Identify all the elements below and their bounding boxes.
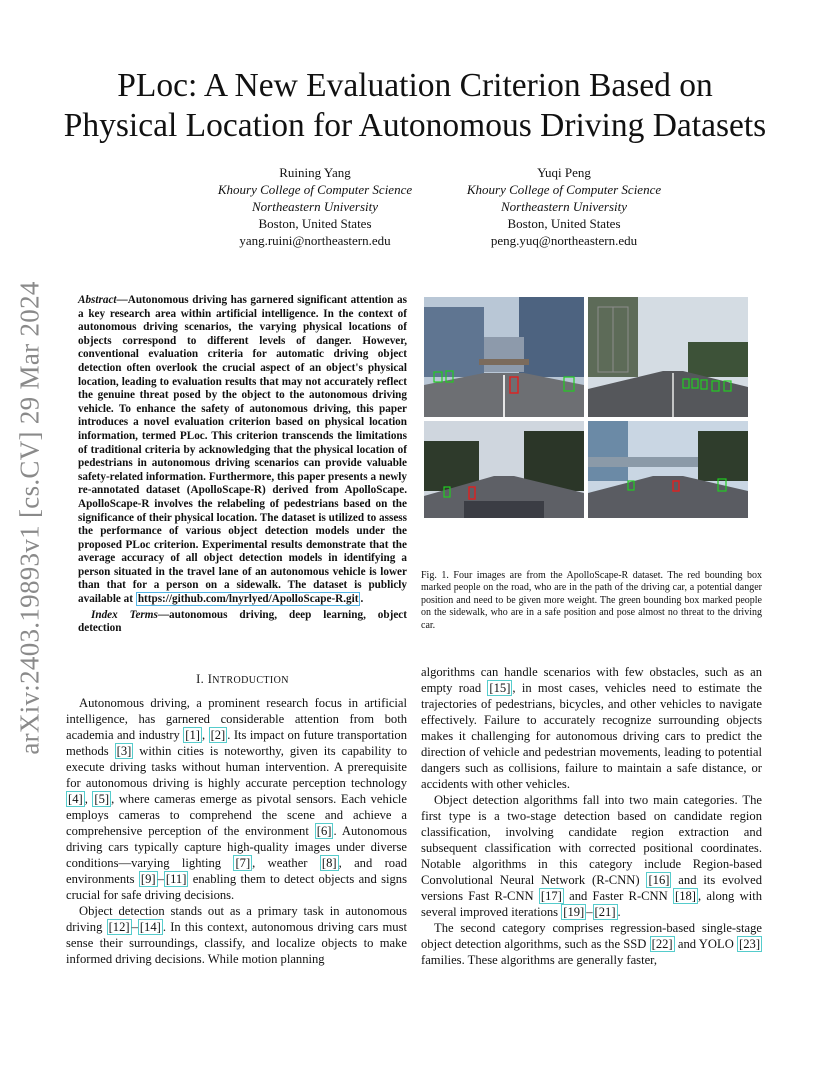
citation-link[interactable]: [14] [139, 920, 161, 934]
citation-link[interactable]: [7] [235, 856, 251, 870]
arxiv-stamp: arXiv:2403.19893v1 [cs.CV] 29 Mar 2024 [14, 281, 45, 755]
left-column-body [66, 695, 407, 967]
paragraph: Autonomous driving, a prominent research focus in artificial intelligence, has garnered considerable attention from both academia and industry [1] , [2] . Its impact on future transportation methods [3] within cities is noteworthy, given its capability to execute driving tasks without human intervention. A prerequisite for autonomous driving is highly accurate perception technology [4] , [5] , where cameras emerge as pivotal sensors. Each vehicle employs cameras to comprehend the scene and achieve a comprehensive perception of the environment [6] . Autonomous driving cars typically capture high-quality images under diverse conditions—varying lighting [7] , weather [8] , and road environments [9] – [11] enabling them to detect objects and signs crucial for safe driving decisions. [66, 696, 408, 902]
citation-link[interactable]: [15] [489, 681, 511, 695]
paper-title: PLoc: A New Evaluation Criterion Based on Physical Location for Autonomous Driving Datasets [63, 67, 767, 144]
author-affiliation: Khoury College of Computer Science [217, 182, 413, 197]
citation-link[interactable]: [2] [210, 728, 226, 742]
paragraph: Object detection stands out as a primary task in autonomous driving [12] – [14] . In this context, autonomous driving cars must sense their surroundings, classify, and localize objects to make informed driving decisions. While motion planning [66, 904, 407, 966]
section-heading: I. INTRODUCTION [196, 672, 289, 686]
paragraph: The second category comprises regression-based single-stage object detection algorithms, such as the SSD [22] and YOLO [23] families. These algorithms are generally faster, [421, 921, 762, 967]
author-city: Boston, United States [258, 216, 372, 231]
citation-link[interactable]: [17] [540, 889, 562, 903]
paragraph: algorithms can handle scenarios with few obstacles, such as an empty road [15] , in most cases, vehicles need to estimate the trajectories of pedestrians, bicycles, and other vehicles to navigate effectively. Failure to accurately recognize surrounding objects makes it challenging for autonomous driving cars to predict the direction of vehicle and pedestrian movements, leading to potential dangers such as collisions, failure to maintain a safe distance, or accidents with other vehicles. [421, 665, 762, 791]
citation-link[interactable]: [16] [648, 873, 670, 887]
scene-image-1 [424, 297, 584, 417]
citation-link[interactable]: [21] [594, 905, 616, 919]
figure-1 [424, 297, 748, 518]
index-terms: Index Terms—autonomous driving, deep learning, object detection [78, 608, 407, 635]
citation-link[interactable]: [3] [116, 744, 132, 758]
author-name: Yuqi Peng [537, 165, 591, 180]
citation-link[interactable]: [11] [165, 872, 187, 886]
author-affiliation: Khoury College of Computer Science [466, 182, 662, 197]
author-university: Northeastern University [251, 199, 378, 214]
figure-caption: Fig. 1. Four images are from the ApolloScape-R dataset. The red bounding box marked people on the road, who are in the path of the driving car, a potential danger position and need to be given more weight. The green bounding box marked people on the sidewalk, who are in a safe position and pose almost no threat to the driving car. [421, 570, 762, 631]
citation-link[interactable]: [19] [563, 905, 585, 919]
citation-link[interactable]: [18] [675, 889, 696, 903]
abstract: Abstract—Autonomous driving has garnered significant attention as a key research area within artificial intelligence. In the context of autonomous driving scenarios, the varying physical locations of objects correspond to different levels of danger. However, conventional evaluation criteria for automatic driving object detection often overlook the crucial aspect of an object's physical location, leading to evaluation results that may not accurately reflect the genuine threat posed by the object to the autonomous driving vehicle. To enhance the safety of autonomous driving, this paper introduces a novel evaluation criterion based on physical location information, termed PLoc. This criterion transcends the limitations of traditional criteria by acknowledging that the physical location of pedestrians in autonomous driving scenarios can provide valuable safety-related information. Furthermore, this paper presents a newly re-annotated dataset (ApolloScape-R) derived from ApolloScape. ApolloScape-R involves the relabeling of pedestrians based on the significance of their physical location. The dataset is utilized to assess the performance of various object detection models under the proposed PLoc criterion. Experimental results demonstrate that the average accuracy of all object detection models in identifying a person situated in the travel lane of an autonomous vehicle is lower than that for a person on a sidewalk. The dataset is publicly available at https://github.com/lnyrlyed/ApolloScape-R.git . Index Terms—autonomous driving, deep learning, object detection [78, 294, 407, 635]
citation-link[interactable]: [9] [140, 872, 156, 886]
author-city: Boston, United States [507, 216, 621, 231]
scene-image-3 [424, 421, 584, 518]
scene-image-4 [588, 421, 748, 518]
citation-link[interactable]: [5] [94, 792, 110, 806]
dataset-link[interactable]: https://github.com/lnyrlyed/ApolloScape-R.git [137, 593, 359, 606]
right-column-body [421, 664, 762, 968]
author-email: peng.yuq@northeastern.edu [490, 233, 638, 248]
citation-link[interactable]: [4] [68, 792, 83, 806]
citation-link[interactable]: [22] [651, 937, 673, 951]
citation-link[interactable]: [1] [185, 728, 200, 742]
author-university: Northeastern University [500, 199, 627, 214]
citation-link[interactable]: [12] [108, 920, 130, 934]
author-block-1 [180, 164, 450, 249]
scene-image-2 [588, 297, 748, 417]
citation-link[interactable]: [23] [739, 937, 761, 951]
author-block-2 [429, 164, 699, 249]
citation-link[interactable]: [6] [316, 824, 332, 838]
citation-link[interactable]: [8] [321, 856, 337, 870]
author-email: yang.ruini@northeastern.edu [239, 233, 391, 248]
author-name: Ruining Yang [279, 165, 351, 180]
paragraph: Object detection algorithms fall into two main categories. The first type is a two-stage detection based on candidate region classification, involving candidate region extraction and subsequent classification with corrected positional coordinates. Notable algorithms in this category include Region-based Convolutional Neural Network (R-CNN) [16] and its evolved versions Fast R-CNN [17] and Faster R-CNN [18] , along with several improved iterations [19] – [21] . [421, 793, 762, 919]
